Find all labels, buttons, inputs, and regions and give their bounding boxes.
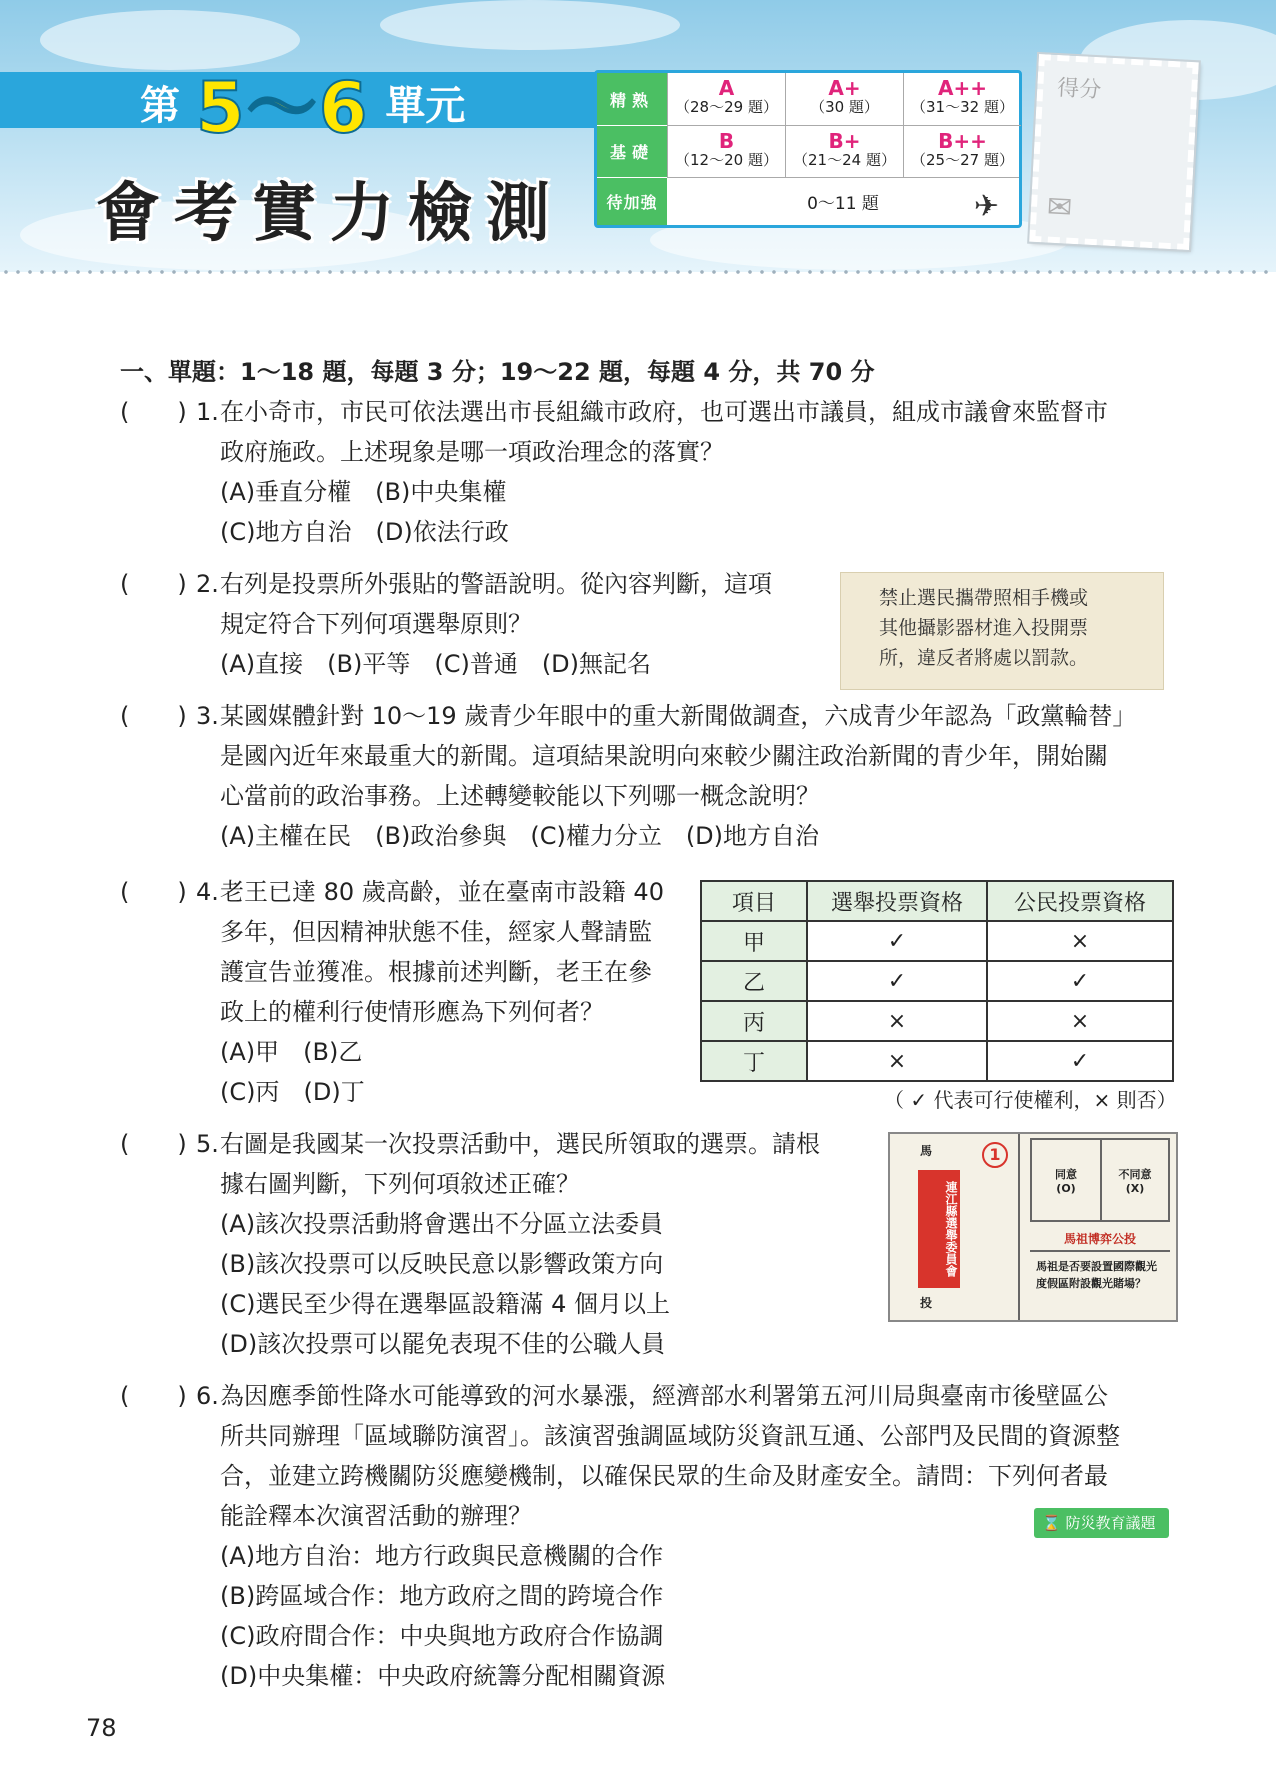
question-text: 老王已達 80 歲高齡，並在臺南市設籍 40 bbox=[220, 878, 664, 906]
option-line: (C)丙 (D)丁 bbox=[220, 1078, 365, 1106]
dotted-divider bbox=[0, 270, 1276, 274]
ballot-o: (O) bbox=[1056, 1181, 1076, 1195]
option-line: (D)該次投票可以罷免表現不佳的公職人員 bbox=[220, 1330, 666, 1358]
table-cell: × bbox=[807, 1041, 987, 1081]
warning-notice bbox=[840, 572, 1164, 690]
table-cell: ✓ bbox=[807, 961, 987, 1001]
notice-line: 所，違反者將處以罰款。 bbox=[879, 647, 1089, 669]
topic-badge bbox=[1034, 1508, 1169, 1538]
question-text: 政府施政。上述現象是哪一項政治理念的落實？ bbox=[220, 438, 724, 466]
answer-paren: ( ) bbox=[120, 702, 187, 730]
ballot-divider bbox=[1018, 1134, 1020, 1320]
option-line: (D)中央集權：中央政府統籌分配相關資源 bbox=[220, 1662, 666, 1690]
unit-word-first: 第 bbox=[140, 82, 180, 129]
score-stamp bbox=[1029, 54, 1199, 250]
voting-rights-table bbox=[700, 880, 1174, 1082]
ballot-question: 馬祖是否要設置國際觀光度假區附設觀光賭場？ bbox=[1036, 1260, 1157, 1290]
question-text: 在小奇市，市民可依法選出市長組織市政府，也可選出市議員，組成市議會來監督市 bbox=[220, 398, 1108, 426]
answer-paren: ( ) bbox=[120, 570, 187, 598]
table-row bbox=[701, 921, 1173, 961]
option-line: (C)政府間合作：中央與地方政府合作協調 bbox=[220, 1622, 664, 1650]
question-text: 所共同辦理「區域聯防演習」。該演習強調區域防災資訊互通、公部門及民間的資源整 bbox=[220, 1422, 1120, 1450]
ballot-agree: 同意 bbox=[1055, 1167, 1077, 1181]
question-text: 合，並建立跨機關防災應變機制，以確保民眾的生命及財產安全。請問：下列何者最 bbox=[220, 1462, 1108, 1490]
grade-cell-b-plus-plus: B++ （25～27 題） bbox=[903, 125, 1021, 177]
unit-range: 5～6 bbox=[196, 66, 370, 149]
table-cell: ✓ bbox=[807, 921, 987, 961]
question-text: 能詮釋本次演習活動的辦理？ bbox=[220, 1502, 532, 1530]
question-text: 某國媒體針對 10～19 歲青少年眼中的重大新聞做調查，六成青少年認為「政黨輪替」 bbox=[220, 702, 1137, 730]
question-text: 心當前的政治事務。上述轉變較能以下列哪一概念說明？ bbox=[220, 782, 820, 810]
option-line: (A)地方自治：地方行政與民意機關的合作 bbox=[220, 1542, 664, 1570]
table-row bbox=[701, 1041, 1173, 1081]
grade-cell-a-plus-plus: A++ （31～32 題） bbox=[903, 73, 1021, 125]
table-note: （ ✓ 代表可行使權利，× 則否） bbox=[884, 1088, 1177, 1112]
table-row bbox=[701, 961, 1173, 1001]
question-number: 2. bbox=[196, 570, 219, 598]
grade-cell-a-plus: A+ （30 題） bbox=[785, 73, 903, 125]
grade-cell-weak: 0～11 題 bbox=[667, 177, 1019, 225]
notice-line: 其他攝影器材進入投開票 bbox=[879, 617, 1089, 639]
airplane-icon: ✈ bbox=[973, 189, 999, 224]
table-row bbox=[701, 1001, 1173, 1041]
unit-word-last: 單元 bbox=[385, 82, 466, 129]
table-cell: 甲 bbox=[701, 921, 807, 961]
question-text: 是國內近年來最重大的新聞。這項結果說明向來較少關注政治新聞的青少年，開始關 bbox=[220, 742, 1108, 770]
grade-cell-b-plus: B+ （21～24 題） bbox=[785, 125, 903, 177]
question-text: 政上的權利行使情形應為下列何者？ bbox=[220, 998, 604, 1026]
ballot-vote-box bbox=[1030, 1138, 1170, 1222]
ballot-left-top: 馬 bbox=[920, 1144, 933, 1158]
table-header: 項目 bbox=[701, 881, 807, 921]
question-text: 多年，但因精神狀態不佳，經家人聲請監 bbox=[220, 918, 652, 946]
option-line: (A)該次投票活動將會選出不分區立法委員 bbox=[220, 1210, 664, 1238]
unit-title bbox=[140, 66, 466, 149]
grade-label-row1: 精熟 bbox=[597, 73, 667, 125]
question-text: 右圖是我國某一次投票活動中，選民所領取的選票。請根 bbox=[220, 1130, 820, 1158]
table-cell: × bbox=[987, 1001, 1173, 1041]
ballot-x: (X) bbox=[1125, 1181, 1145, 1195]
table-cell: 丙 bbox=[701, 1001, 807, 1041]
topic-badge-label: 防災教育議題 bbox=[1065, 1514, 1156, 1532]
option-line: (A)主權在民 (B)政治參與 (C)權力分立 (D)地方自治 bbox=[220, 822, 820, 850]
ballot-left-bottom: 投 bbox=[920, 1296, 933, 1310]
question-number: 1. bbox=[196, 398, 219, 426]
option-line: (B)跨區域合作：地方政府之間的跨境合作 bbox=[220, 1582, 664, 1610]
table-cell: ✓ bbox=[987, 1041, 1173, 1081]
answer-paren: ( ) bbox=[120, 1130, 187, 1158]
table-cell: × bbox=[987, 921, 1173, 961]
answer-paren: ( ) bbox=[120, 878, 187, 906]
table-cell: ✓ bbox=[987, 961, 1173, 1001]
question-number: 4. bbox=[196, 878, 219, 906]
table-header: 選舉投票資格 bbox=[807, 881, 987, 921]
option-line: (B)該次投票可以反映民意以影響政策方向 bbox=[220, 1250, 664, 1278]
envelope-icon: ✉ bbox=[1046, 189, 1074, 226]
ballot-image bbox=[888, 1132, 1178, 1322]
answer-paren: ( ) bbox=[120, 398, 187, 426]
grade-label-row2: 基礎 bbox=[597, 125, 667, 177]
table-header: 公民投票資格 bbox=[987, 881, 1173, 921]
ballot-stamp: 連江縣選舉委員會 bbox=[918, 1170, 960, 1288]
option-line: (A)甲 (B)乙 bbox=[220, 1038, 363, 1066]
grade-cell-b: B （12～20 題） bbox=[667, 125, 785, 177]
option-line: (A)直接 (B)平等 (C)普通 (D)無記名 bbox=[220, 650, 652, 678]
question-text: 護宣告並獲准。根據前述判斷，老王在參 bbox=[220, 958, 652, 986]
grade-label-row3: 待加強 bbox=[597, 177, 667, 225]
question-text: 右列是投票所外張貼的警語說明。從內容判斷，這項 bbox=[220, 570, 772, 598]
score-label: 得分 bbox=[1056, 75, 1102, 104]
question-number: 5. bbox=[196, 1130, 219, 1158]
notice-line: 禁止選民攜帶照相手機或 bbox=[879, 587, 1089, 609]
table-cell: 乙 bbox=[701, 961, 807, 1001]
question-text: 規定符合下列何項選舉原則？ bbox=[220, 610, 532, 638]
page-number: 78 bbox=[86, 1714, 117, 1742]
table-cell: 丁 bbox=[701, 1041, 807, 1081]
question-number: 3. bbox=[196, 702, 219, 730]
question-text: 據右圖判斷，下列何項敘述正確？ bbox=[220, 1170, 580, 1198]
grade-table bbox=[594, 70, 1022, 228]
ballot-number: 1 bbox=[982, 1142, 1008, 1168]
ballot-disagree: 不同意 bbox=[1118, 1167, 1152, 1181]
ballot-heading: 馬祖博弈公投 bbox=[1030, 1230, 1170, 1252]
table-cell: × bbox=[807, 1001, 987, 1041]
option-line: (C)選民至少得在選舉區設籍滿 4 個月以上 bbox=[220, 1290, 671, 1318]
page-title: 會考實力檢測 bbox=[96, 177, 564, 251]
hourglass-icon: ⌛ bbox=[1042, 1514, 1061, 1532]
section-heading: 一、單題：1～18 題，每題 3 分；19～22 題，每題 4 分，共 70 分 bbox=[120, 358, 875, 386]
option-line: (C)地方自治 (D)依法行政 bbox=[220, 518, 509, 546]
question-number: 6. bbox=[196, 1382, 219, 1410]
question-text: 為因應季節性降水可能導致的河水暴漲，經濟部水利署第五河川局與臺南市後壁區公 bbox=[220, 1382, 1108, 1410]
answer-paren: ( ) bbox=[120, 1382, 187, 1410]
option-line: (A)垂直分權 (B)中央集權 bbox=[220, 478, 507, 506]
grade-cell-a: A （28～29 題） bbox=[667, 73, 785, 125]
